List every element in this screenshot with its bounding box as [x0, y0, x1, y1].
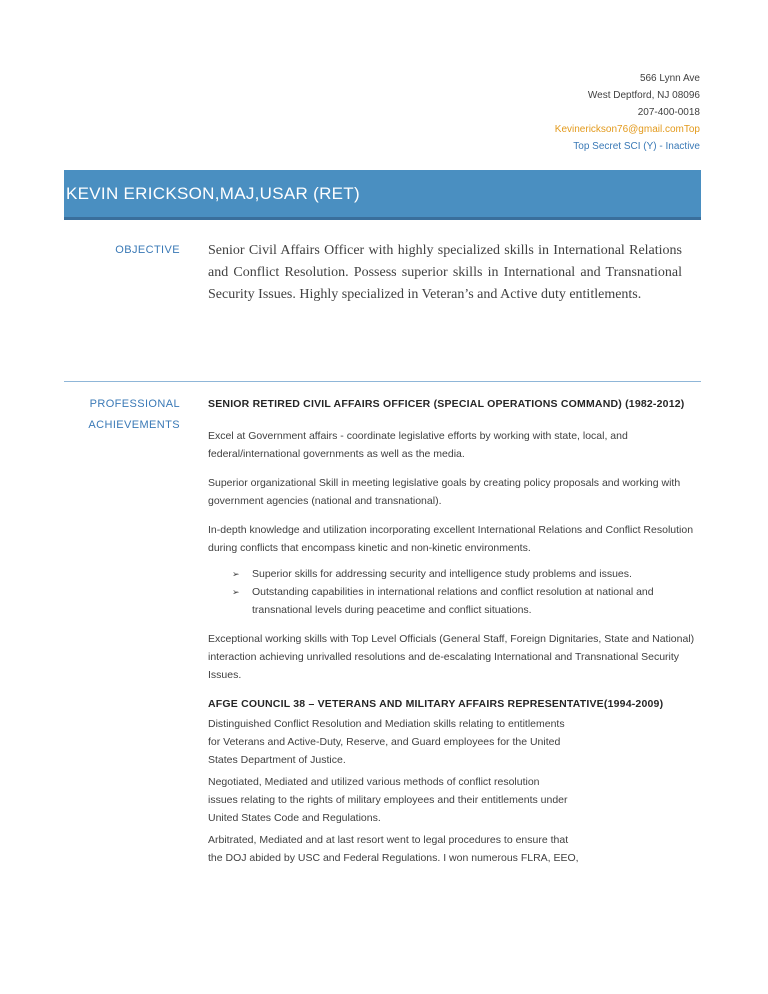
name-banner	[64, 170, 701, 220]
bullet-text: Outstanding capabilities in international relations and conflict resolution at national and transnational levels during peacetime and conflict situations.	[252, 586, 654, 616]
role-title-afge: AFGE COUNCIL 38 – VETERANS AND MILITARY AFFAIRS REPRESENTATIVE(1994-2009)	[208, 698, 664, 710]
line: Distinguished Conflict Resolution and Mediation skills relating to entitlements	[208, 718, 565, 730]
achievement-bullet-list	[208, 565, 702, 619]
objective-label: OBJECTIVE	[115, 244, 180, 256]
line: United States Code and Regulations.	[208, 812, 381, 824]
bullet-text: Superior skills for addressing security and intelligence study problems and issues.	[252, 568, 632, 580]
candidate-name: KEVIN ERICKSON,MAJ,USAR (RET)	[66, 184, 360, 203]
role-title-civil-affairs: SENIOR RETIRED CIVIL AFFAIRS OFFICER (SPECIAL OPERATIONS COMMAND) (1982-2012)	[208, 398, 685, 410]
line: Negotiated, Mediated and utilized various methods of conflict resolution	[208, 776, 540, 788]
contact-street: 566 Lynn Ave	[639, 73, 700, 84]
achievements-content	[208, 395, 702, 871]
achievements-label	[64, 394, 180, 436]
achievements-label-line2: ACHIEVEMENTS	[88, 419, 180, 431]
line: States Department of Justice.	[208, 754, 346, 766]
arrow-bullet-icon: ➢	[232, 569, 240, 579]
achievement-paragraph: Exceptional working skills with Top Level Officials (General Staff, Foreign Dignitaries, State and National) interaction achieving unrivalled resolutions and de-escalating International and Transnational Security Issues.	[208, 633, 695, 681]
arrow-bullet-icon: ➢	[232, 587, 240, 597]
line: for Veterans and Active-Duty, Reserve, and Guard employees for the United	[208, 736, 561, 748]
achievement-paragraph	[208, 773, 702, 827]
contact-block	[555, 70, 700, 155]
bullet-item	[232, 565, 702, 583]
achievement-paragraph: Superior organizational Skill in meeting legislative goals by creating policy proposals and working with government agencies (national and transnational).	[208, 477, 681, 507]
contact-email-link[interactable]: Kevinerickson76@gmail.comTop	[554, 124, 700, 135]
achievement-paragraph	[208, 715, 702, 769]
contact-clearance: Top Secret SCI (Y) - Inactive	[573, 141, 700, 152]
achievement-paragraph: Excel at Government affairs - coordinate legislative efforts by working with state, local, and federal/international governments as well as the media.	[208, 430, 628, 460]
contact-city: West Deptford, NJ 08096	[587, 90, 700, 101]
achievements-label-line1: PROFESSIONAL	[89, 398, 180, 410]
bullet-item	[232, 583, 702, 619]
contact-phone: 207-400-0018	[637, 107, 700, 118]
objective-text: Senior Civil Affairs Officer with highly specialized skills in International Relations and Conflict Resolution. Possess superior skills in International and Transnational Security Issues. Highly specialized in Veteran’s and Active duty entitlements.	[208, 243, 682, 302]
achievement-paragraph	[208, 831, 702, 867]
line: the DOJ abided by USC and Federal Regulations. I won numerous FLRA, EEO,	[208, 852, 579, 864]
section-divider	[64, 381, 701, 382]
line: issues relating to the rights of military employees and their entitlements under	[208, 794, 568, 806]
achievement-paragraph: In-depth knowledge and utilization incorporating excellent International Relations and Conflict Resolution during conflicts that encompass kinetic and non-kinetic environments.	[208, 524, 694, 554]
line: Arbitrated, Mediated and at last resort went to legal procedures to ensure that	[208, 834, 569, 846]
